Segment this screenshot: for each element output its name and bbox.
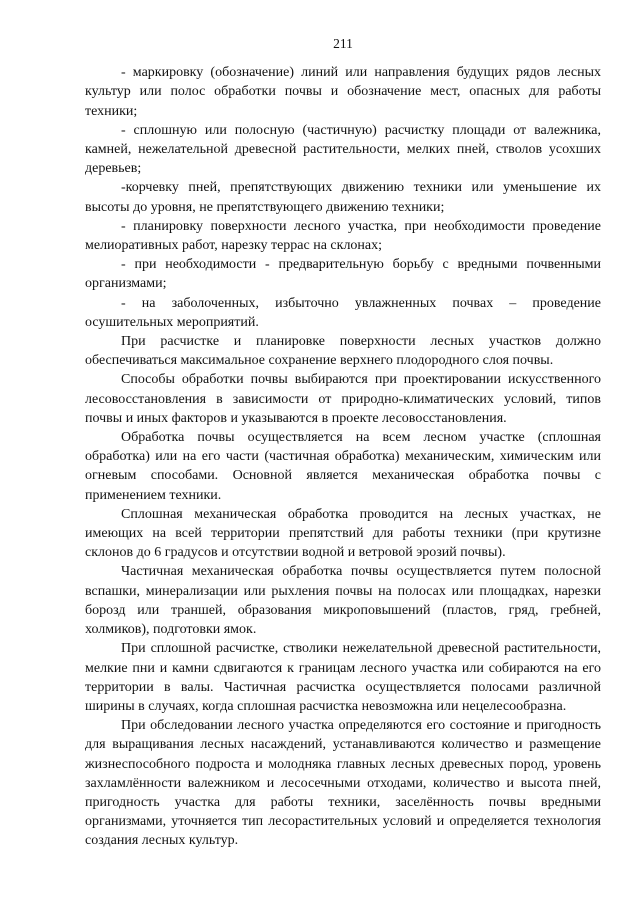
paragraph-clearing-area: - сплошную или полосную (частичную) расчистку площади от валежника, камней, нежелательной древесной растительности, мелких пней, стволов усохших деревьев; (85, 122, 601, 177)
paragraph-stump-removal: -корчевку пней, препятствующих движению техники или уменьшение их высоты до уровня, не препятствующего движению техники; (85, 180, 601, 215)
paragraph-drainage: - на заболоченных, избыточно увлажненных почвах – проведение осушительных мероприятий. (85, 295, 601, 330)
page-number: 211 (333, 36, 353, 51)
paragraph-treatment-types: Обработка почвы осуществляется на всем лесном участке (сплошная обработка) или на его части (частичная обработка) механическим, химическим или огневым способами. Основной является механическая обработка почвы с применением техники. (85, 430, 601, 503)
paragraph-topsoil-preservation: При расчистке и планировке поверхности лесных участков должно обеспечиваться максимальное сохранение верхнего плодородного слоя почвы. (85, 334, 601, 369)
paragraph-full-mechanical: Сплошная механическая обработка проводится на лесных участках, не имеющих на всей территории препятствий для работы техники (при крутизне склонов до 6 градусов и отсутствии водной и ветровой эрозий почвы). (85, 506, 601, 561)
document-page (85, 34, 601, 851)
paragraph-treatment-methods: Способы обработки почвы выбираются при проектировании искусственного лесовосстановления в зависимости от природно-климатических условий, типов почвы и иных факторов и указываются в проекте лесовосстановления. (85, 372, 601, 426)
paragraph-full-clearing: При сплошной расчистке, стволики нежелательной древесной растительности, мелкие пни и камни сдвигаются к границам лесного участка или собираются на его территории в валы. Частичная расчистка осуществляется полосами различной ширины в случаях, когда сплошная расчистка невозможна или нецелесообразна. (85, 641, 601, 714)
paragraph-partial-mechanical: Частичная механическая обработка почвы осуществляется путем полосной вспашки, минерализации или рыхления почвы на полосах или площадках, нарезки борозд или траншей, образования микроповышений (пластов, гряд, гребней, холмиков), подготовки ямок. (85, 564, 601, 638)
paragraph-marking-lines: - маркировку (обозначение) линий или направления будущих рядов лесных культур или полос обработки почвы и обозначение мест, опасных для работы техники; (85, 65, 601, 119)
paragraph-surface-planning: - планировку поверхности лесного участка, при необходимости проведение мелиоративных работ, нарезку террас на склонах; (85, 218, 601, 254)
paragraph-site-survey: При обследовании лесного участка определяются его состояние и пригодность для выращивания лесных насаждений, устанавливаются количество и размещение жизнеспособного подроста и молодняка главных лесных древесных пород, уровень захламлённости валежником и лесосечными отходами, количество и высота пней, пригодность участка для работы техники, заселённость почвы вредными организмами, уточняется тип лесорастительных условий и определяется технология создания лесных культур. (85, 718, 601, 849)
paragraph-pest-control: - при необходимости - предварительную борьбу с вредными почвенными организмами; (85, 257, 601, 292)
